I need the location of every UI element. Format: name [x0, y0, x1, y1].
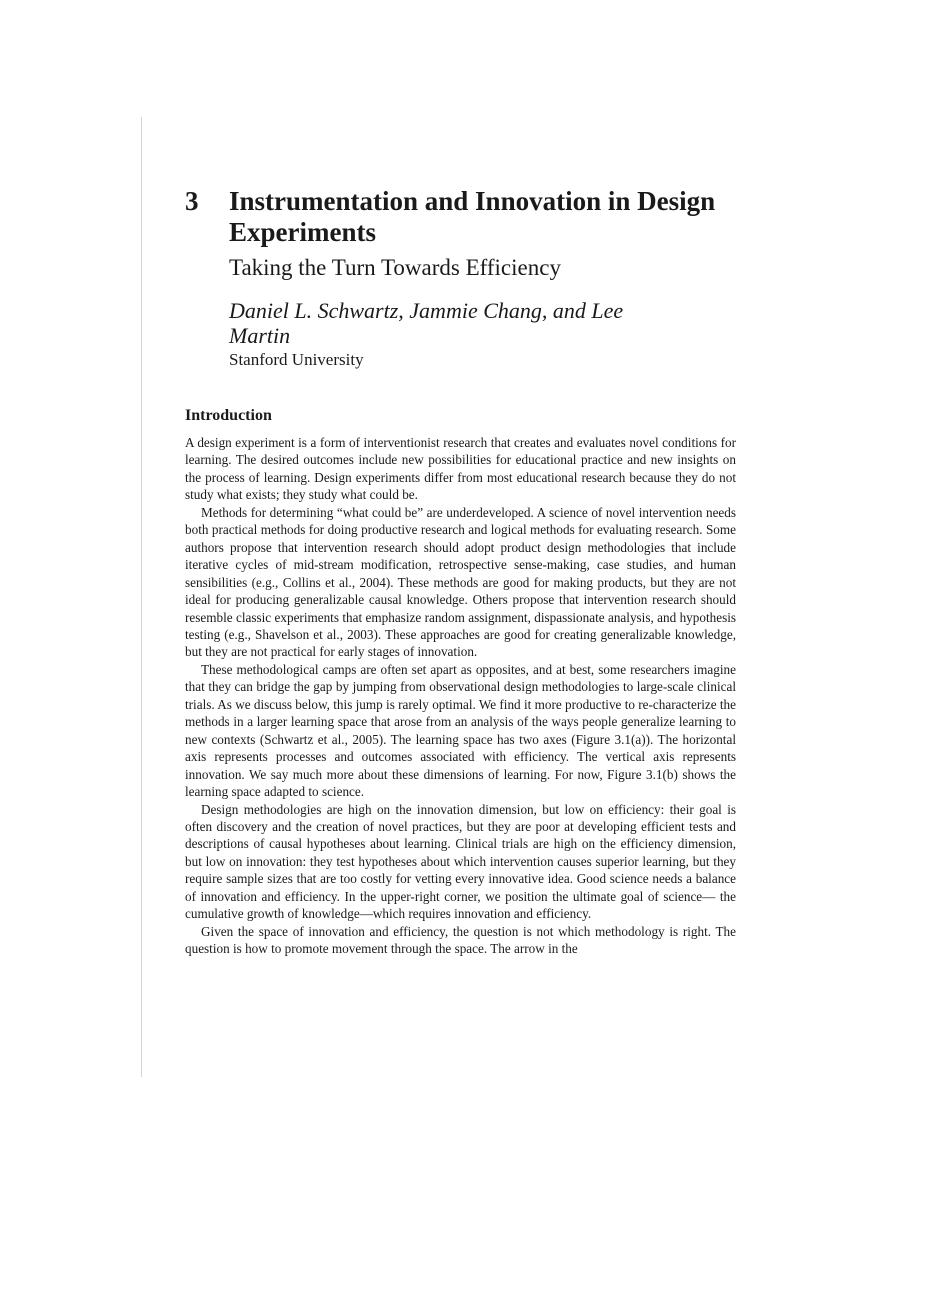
chapter-subtitle: Taking the Turn Towards Efficiency — [229, 255, 561, 280]
author-list: Daniel L. Schwartz, Jammie Chang, and Lee Martin — [229, 298, 624, 348]
paragraph: A design experiment is a form of interventionist research that creates and evaluates novel conditions for learning. The desired outcomes include new possibilities for educational practice and new insights on the process of learning. Design experiments differ from most educational research because they do not study what exists; they study what could be. — [185, 435, 736, 503]
paragraph: These methodological camps are often set apart as opposites, and at best, some researchers imagine that they can bridge the gap by jumping from observational design methodologies to large-scale clinical trials. As we discuss below, this jump is rarely optimal. We find it more productive to re-characterize the methods in a larger learning space that arose from an analysis of the ways people generalize learning to new contexts (Schwartz et al., 2005). The learning space has two axes (Figure 3.1(a)). The horizontal axis represents processes and outcomes associated with efficiency. The vertical axis represents innovation. We say much more about these dimensions of learning. For now, Figure 3.1(b) shows the learning space adapted to science. — [185, 661, 736, 800]
author-affiliation: Stanford University — [229, 350, 364, 369]
paragraph: Given the space of innovation and efficiency, the question is not which methodology is right. The question is how to promote movement through the space. The arrow in the — [185, 923, 736, 957]
section-heading: Introduction — [185, 407, 272, 424]
chapter-number: 3 — [185, 186, 199, 216]
section-body — [185, 434, 736, 958]
paragraph: Design methodologies are high on the innovation dimension, but low on efficiency: their goal is often discovery and the creation of novel practices, but they are poor at developing efficient tests and descriptions of causal hypotheses about learning. Clinical trials are high on the efficiency dimension, but low on innovation: they test hypotheses about which intervention causes superior learning, but they require sample sizes that are too costly for vetting every innovative idea. Good science needs a balance of innovation and efficiency. In the upper-right corner, we position the ultimate goal of science— the cumulative growth of knowledge—which requires innovation and efficiency. — [185, 801, 736, 922]
page-edge-divider — [141, 117, 142, 1077]
paragraph: Methods for determining “what could be” are underdeveloped. A science of novel intervention needs both practical methods for doing productive research and logical methods for evaluating research. Some authors propose that intervention research should adopt product design methodologies that include iterative cycles of mid-stream modification, retrospective sense-making, case studies, and human sensibilities (e.g., Collins et al., 2004). These methods are good for making products, but they are not ideal for producing generalizable causal knowledge. Others propose that intervention research should resemble classic experiments that emphasize random assignment, dispassionate analysis, and hypothesis testing (e.g., Shavelson et al., 2003). These approaches are good for creating generalizable knowledge, but they are not practical for early stages of innovation. — [185, 504, 736, 660]
chapter-title: Instrumentation and Innovation in Design Experiments — [229, 186, 716, 247]
